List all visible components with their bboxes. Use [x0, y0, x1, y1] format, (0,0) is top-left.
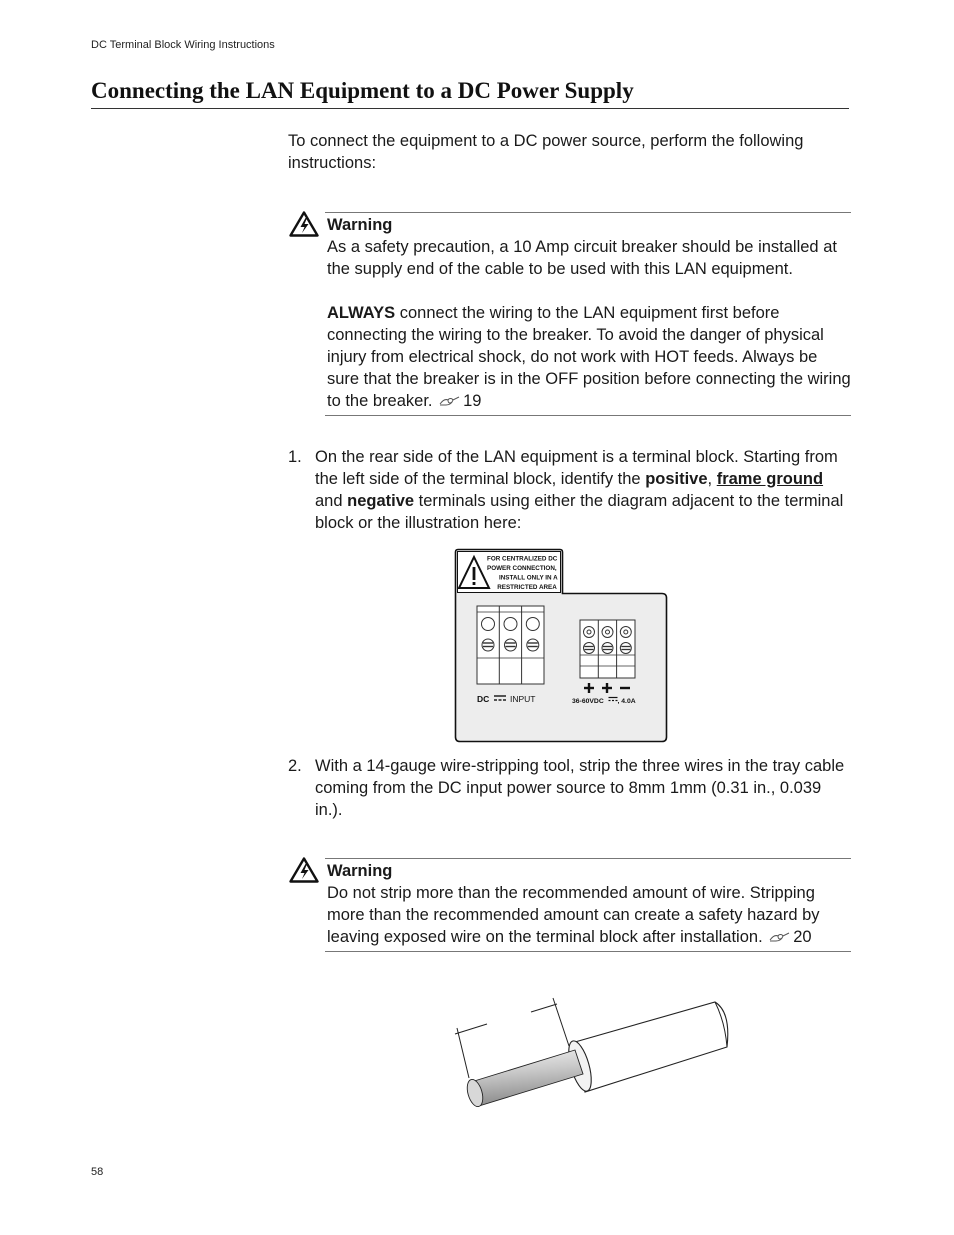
dc-label: DC: [477, 694, 490, 704]
step-text-part: and: [315, 492, 348, 510]
hand-pointer-icon: [769, 932, 791, 943]
terminal-block-diagram: [454, 548, 668, 744]
warning-shock-icon: [289, 857, 319, 883]
warning-box-wire-strip: [325, 858, 851, 952]
running-header: DC Terminal Block Wiring Instructions: [91, 39, 275, 51]
step-text: [315, 446, 853, 534]
warning-title: Warning: [327, 216, 393, 234]
frame-ground-link[interactable]: frame ground: [716, 470, 824, 488]
step-number: 2.: [288, 757, 302, 775]
step-number: 1.: [288, 448, 302, 466]
rating-label: 36-60VDC: [572, 698, 604, 705]
warning-box-circuit-breaker: [325, 212, 851, 416]
page-number: 58: [91, 1166, 104, 1178]
warning-paragraph: [327, 302, 851, 412]
positive-term: positive: [645, 470, 708, 488]
step-text-part: On the rear side of the LAN equipment is a terminal block. Starting from the left side of the terminal block, identify the: [315, 448, 838, 488]
input-label: INPUT: [510, 694, 536, 704]
warning-shock-icon: [289, 211, 319, 237]
warning-title: Warning: [327, 862, 393, 880]
exposed-conductor: [464, 1050, 583, 1108]
step-text-part: terminals using either the diagram adjacent to the terminal block or the illustration here:: [315, 492, 844, 532]
label-line-3: INSTALL ONLY IN A: [499, 574, 558, 582]
section-title: Connecting the LAN Equipment to a DC Power Supply: [91, 78, 849, 109]
warning-text: connect the wiring to the LAN equipment first before connecting the wiring to the breaker. To avoid the danger of physical injury from electrical shock, do not work with HOT feeds. Always be sure that the breaker is in the OFF position before connecting the wiring to the breaker.: [327, 304, 851, 410]
reference-number: 20: [793, 928, 812, 946]
warning-paragraph: As a safety precaution, a 10 Amp circuit breaker should be installed at the supply end of the cable to be used with this LAN equipment.: [327, 238, 837, 278]
step-text-part: ,: [707, 470, 717, 488]
reference-number: 19: [463, 392, 482, 410]
reference-link[interactable]: [437, 392, 481, 410]
step-1: [288, 446, 853, 534]
wire-insulation: [564, 1002, 728, 1093]
label-line-1: FOR CENTRALIZED DC: [487, 555, 558, 563]
restricted-area-label: [458, 552, 561, 593]
warning-paragraph: [327, 882, 851, 948]
reference-link[interactable]: [767, 928, 811, 946]
always-emphasis: ALWAYS: [327, 304, 396, 322]
label-line-4: RESTRICTED AREA: [497, 584, 557, 591]
step-text: With a 14-gauge wire-stripping tool, strip the three wires in the tray cable coming from the DC input power source to 8mm 1mm (0.31 in., 0.039 in.).: [315, 757, 845, 819]
current-rating: , 4.0A: [617, 698, 636, 705]
warning-text: Do not strip more than the recommended amount of wire. Stripping more than the recommended amount can create a safety hazard by leaving exposed wire on the terminal block after installation.: [327, 884, 820, 946]
stripped-wire-illustration: [445, 992, 735, 1110]
step-2: [288, 755, 853, 821]
hand-pointer-icon: [439, 396, 461, 407]
intro-paragraph: To connect the equipment to a DC power source, perform the following instructions:: [288, 132, 804, 172]
negative-term: negative: [347, 492, 415, 510]
label-line-2: POWER CONNECTION,: [487, 565, 557, 572]
